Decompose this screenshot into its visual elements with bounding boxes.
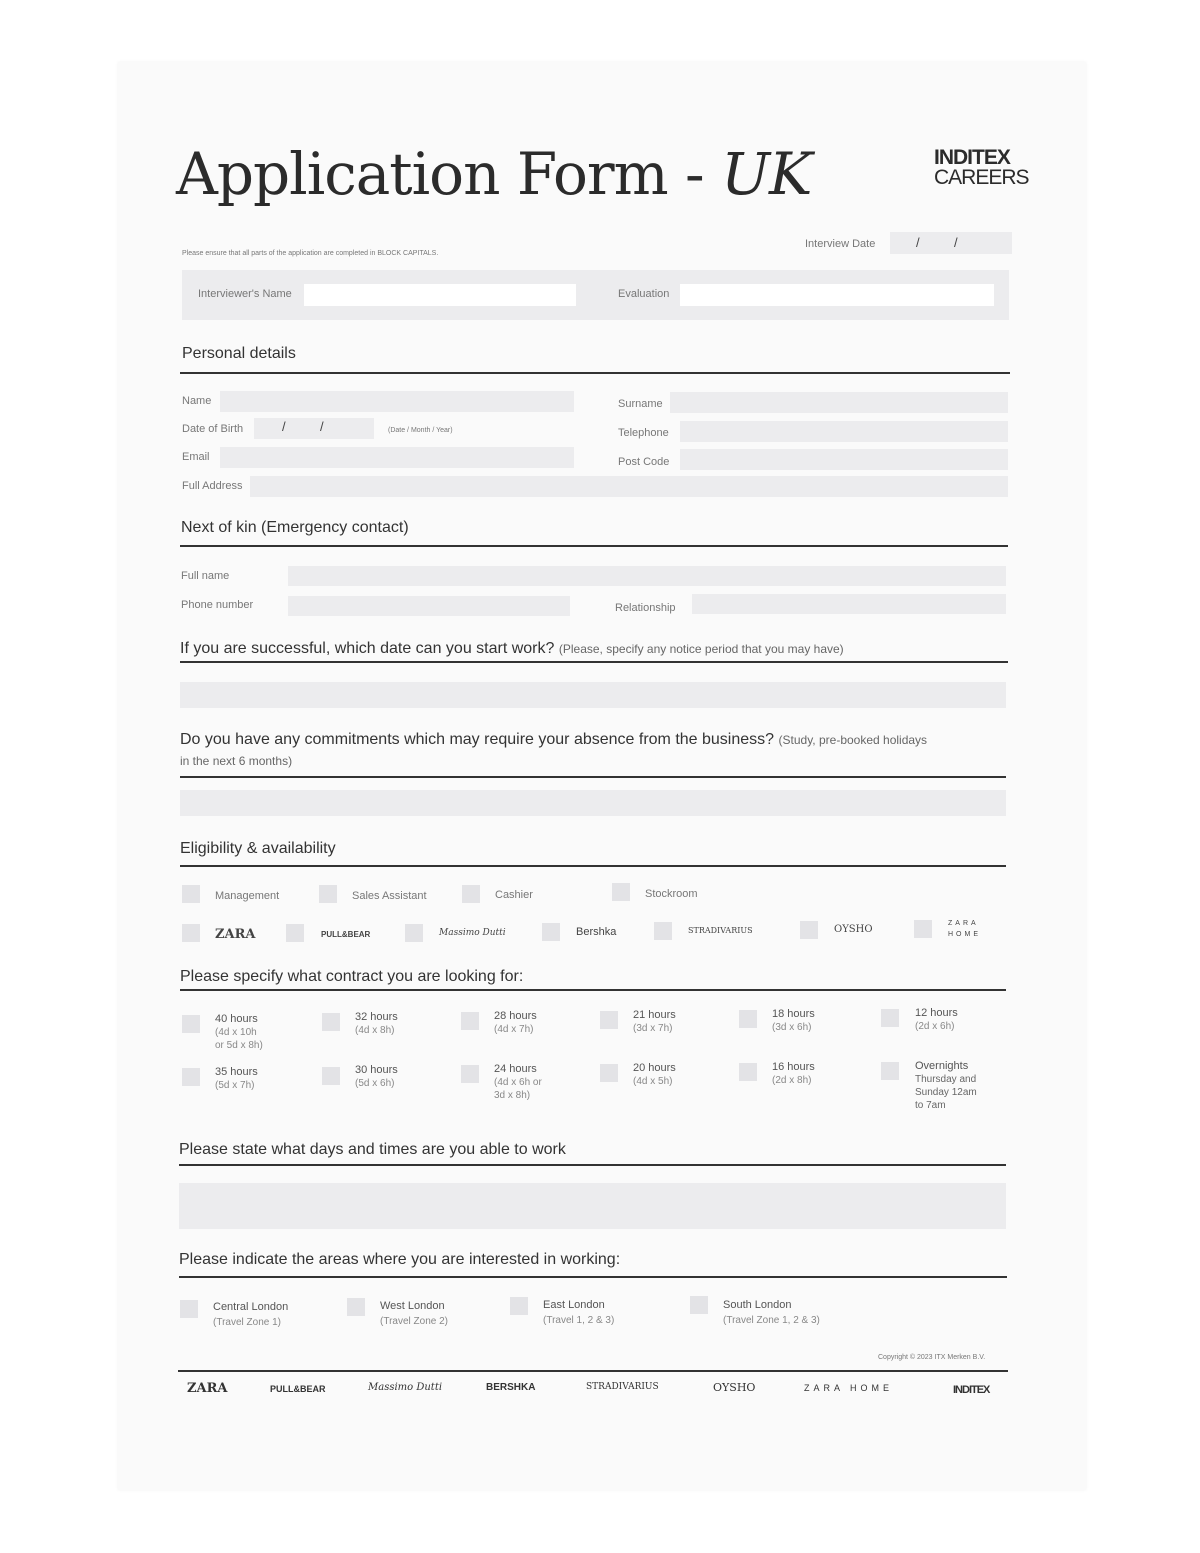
contract-checkbox-18h[interactable]	[739, 1010, 757, 1028]
contract-option-18h: 18 hours (3d x 6h)	[772, 1008, 815, 1033]
contract-checkbox-30h[interactable]	[322, 1067, 340, 1085]
kin-fullname-field[interactable]	[288, 566, 1006, 586]
area-option-west-london: West London (Travel Zone 2)	[380, 1300, 448, 1327]
copyright: Copyright © 2023 ITX Merken B.V.	[878, 1354, 986, 1361]
next-of-kin-rule	[180, 545, 1008, 547]
interview-date-label: Interview Date	[805, 238, 876, 250]
brand-checkbox-pullandbear[interactable]	[286, 924, 304, 942]
brand-checkbox-zara-home[interactable]	[914, 920, 932, 938]
role-checkbox-sales-assistant[interactable]	[319, 885, 337, 903]
relationship-field[interactable]	[692, 594, 1006, 614]
contract-option-21h: 21 hours (3d x 7h)	[633, 1009, 676, 1034]
days-times-rule	[179, 1164, 1006, 1166]
contract-checkbox-24h[interactable]	[461, 1065, 479, 1083]
contract-option-30h: 30 hours (5d x 6h)	[355, 1064, 398, 1089]
contract-option-24h: 24 hours (4d x 6h or 3d x 8h)	[494, 1063, 542, 1101]
brand-checkbox-massimo-dutti[interactable]	[405, 924, 423, 942]
contract-option-20h: 20 hours (4d x 5h)	[633, 1062, 676, 1087]
kin-fullname-label: Full name	[181, 570, 230, 582]
role-label-stockroom: Stockroom	[645, 888, 698, 900]
relationship-label: Relationship	[615, 602, 676, 614]
brand-checkbox-zara[interactable]	[182, 924, 200, 942]
contract-option-16h: 16 hours (2d x 8h)	[772, 1061, 815, 1086]
dob-slash-2: /	[320, 419, 324, 434]
contract-checkbox-16h[interactable]	[739, 1063, 757, 1081]
commitments-heading: Do you have any commitments which may require your absence from the business? (Study, pre-booked holidays	[180, 731, 928, 748]
dob-field[interactable]	[254, 418, 374, 439]
role-checkbox-cashier[interactable]	[462, 885, 480, 903]
surname-label: Surname	[618, 398, 663, 410]
footer-brand-massimo-dutti: Massimo Dutti	[368, 1382, 443, 1393]
days-times-heading: Please state what days and times are you able to work	[179, 1141, 566, 1158]
footer-brand-zara: ZARA	[187, 1381, 228, 1396]
area-checkbox-west-london[interactable]	[347, 1298, 365, 1316]
title-uk: UK	[721, 140, 812, 208]
commitments-rule	[180, 776, 1006, 778]
area-checkbox-east-london[interactable]	[510, 1297, 528, 1315]
dob-hint: (Date / Month / Year)	[388, 427, 453, 434]
brand-massimo-dutti: Massimo Dutti	[439, 928, 506, 938]
contract-checkbox-35h[interactable]	[182, 1068, 200, 1086]
logo-line-inditex: INDITEX	[934, 146, 1010, 169]
role-label-management: Management	[215, 890, 280, 902]
kin-phone-label: Phone number	[181, 599, 254, 611]
start-date-rule	[180, 661, 1008, 663]
interview-date-field[interactable]	[890, 232, 1012, 254]
area-checkbox-south-london[interactable]	[690, 1296, 708, 1314]
dob-slash-1: /	[282, 419, 286, 434]
role-label-cashier: Cashier	[495, 889, 533, 901]
contract-checkbox-28h[interactable]	[461, 1012, 479, 1030]
footer-rule	[178, 1370, 1008, 1372]
contract-checkbox-40h[interactable]	[182, 1015, 200, 1033]
start-date-note: (Please, specify any notice period that you may have)	[558, 642, 844, 656]
areas-heading: Please indicate the areas where you are interested in working:	[179, 1251, 621, 1268]
role-checkbox-stockroom[interactable]	[612, 883, 630, 901]
role-checkbox-management[interactable]	[182, 885, 200, 903]
area-option-south-london: South London (Travel Zone 1, 2 & 3)	[723, 1299, 820, 1326]
brand-pullandbear: PULL&BEAR	[321, 930, 371, 939]
eligibility-heading: Eligibility & availability	[180, 840, 336, 857]
page-title: Application Form - UK	[176, 140, 812, 208]
footer-brand-inditex: INDITEX	[953, 1384, 990, 1396]
inditex-careers-logo	[934, 148, 1029, 188]
personal-details-heading: Personal details	[182, 345, 296, 362]
commitments-note-line2: in the next 6 months)	[180, 754, 293, 768]
footer-brand-bershka: BERSHKA	[486, 1382, 536, 1393]
brand-checkbox-bershka[interactable]	[542, 923, 560, 941]
contract-checkbox-21h[interactable]	[600, 1011, 618, 1029]
contract-checkbox-overnights[interactable]	[881, 1062, 899, 1080]
footer-brand-oysho: OYSHO	[713, 1381, 756, 1394]
footer-brand-zara-home: ZARA HOME	[804, 1383, 894, 1393]
contract-checkbox-20h[interactable]	[600, 1064, 618, 1082]
contract-checkbox-12h[interactable]	[881, 1009, 899, 1027]
evaluation-field[interactable]	[680, 284, 994, 306]
interview-date-slash-1: /	[916, 235, 920, 250]
days-times-field[interactable]	[179, 1183, 1006, 1229]
name-label: Name	[182, 395, 212, 407]
postcode-field[interactable]	[680, 449, 1008, 470]
surname-field[interactable]	[670, 392, 1008, 413]
area-checkbox-central-london[interactable]	[180, 1300, 198, 1318]
logo-line-careers: CAREERS	[934, 166, 1029, 189]
commitments-note-1: (Study, pre-booked holidays	[778, 733, 928, 747]
kin-phone-field[interactable]	[288, 596, 570, 616]
address-label: Full Address	[182, 480, 243, 492]
areas-rule	[179, 1276, 1007, 1278]
email-label: Email	[182, 451, 210, 463]
contract-option-32h: 32 hours (4d x 8h)	[355, 1011, 398, 1036]
brand-stradivarius: STRADIVARIUS	[688, 926, 753, 935]
footer-brand-stradivarius: STRADIVARIUS	[586, 1382, 659, 1392]
address-field[interactable]	[250, 476, 1008, 497]
name-field[interactable]	[220, 391, 574, 412]
brand-bershka: Bershka	[576, 926, 617, 938]
area-option-east-london: East London (Travel 1, 2 & 3)	[543, 1299, 615, 1326]
commitments-field[interactable]	[180, 790, 1006, 816]
interview-date-slash-2: /	[954, 235, 958, 250]
area-option-central-london: Central London (Travel Zone 1)	[213, 1301, 289, 1328]
interviewer-name-field[interactable]	[304, 284, 576, 306]
brand-checkbox-oysho[interactable]	[800, 921, 818, 939]
brand-oysho: OYSHO	[834, 924, 873, 935]
start-date-field[interactable]	[180, 682, 1006, 708]
evaluation-label: Evaluation	[618, 288, 670, 300]
email-field[interactable]	[220, 447, 574, 468]
postcode-label: Post Code	[618, 456, 670, 468]
next-of-kin-heading: Next of kin (Emergency contact)	[181, 519, 409, 536]
telephone-label: Telephone	[618, 427, 669, 439]
contract-option-40h: 40 hours (4d x 10h or 5d x 8h)	[215, 1013, 263, 1051]
footer-brand-pullandbear: PULL&BEAR	[270, 1384, 326, 1394]
personal-details-rule	[180, 372, 1010, 374]
telephone-field[interactable]	[680, 421, 1008, 442]
start-date-heading: If you are successful, which date can you start work? (Please, specify any notice period that you may have)	[180, 640, 844, 657]
brand-checkbox-stradivarius[interactable]	[654, 922, 672, 940]
contract-option-28h: 28 hours (4d x 7h)	[494, 1010, 537, 1035]
contract-option-35h: 35 hours (5d x 7h)	[215, 1066, 258, 1091]
contract-rule	[180, 989, 1006, 991]
eligibility-rule	[180, 865, 1006, 867]
dob-label: Date of Birth	[182, 423, 244, 435]
role-label-sales-assistant: Sales Assistant	[352, 890, 427, 902]
contract-option-12h: 12 hours (2d x 6h)	[915, 1007, 958, 1032]
brand-zara: ZARA	[215, 927, 256, 942]
contract-option-overnights: Overnights Thursday and Sunday 12am to 7am	[915, 1060, 977, 1111]
interviewer-name-label: Interviewer's Name	[198, 288, 292, 300]
block-capitals-instruction: Please ensure that all parts of the application are completed in BLOCK CAPITALS.	[182, 250, 439, 257]
brand-zara-home: ZARA HOME	[948, 920, 981, 938]
contract-heading: Please specify what contract you are looking for:	[180, 968, 524, 985]
contract-checkbox-32h[interactable]	[322, 1013, 340, 1031]
